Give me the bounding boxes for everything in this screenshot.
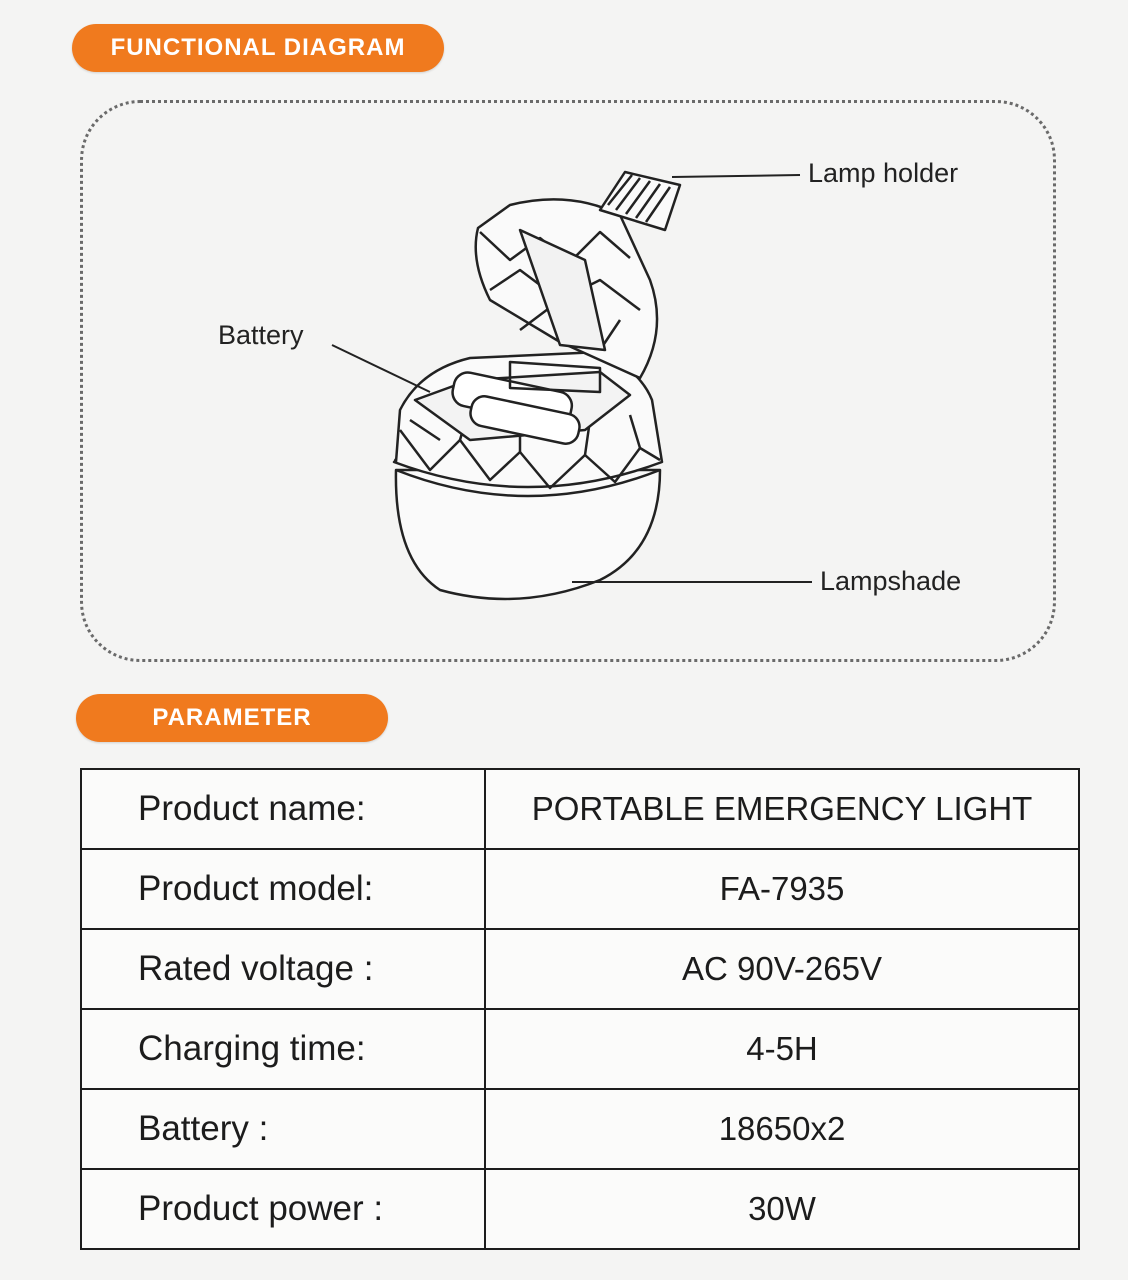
- param-value: 18650x2: [485, 1089, 1079, 1169]
- param-key: Product power :: [81, 1169, 485, 1249]
- param-value: AC 90V-265V: [485, 929, 1079, 1009]
- table-row: [81, 769, 1079, 849]
- table-row: [81, 1009, 1079, 1089]
- table-row: [81, 1169, 1079, 1249]
- leader-battery: [332, 345, 430, 392]
- param-key: Product name:: [81, 769, 485, 849]
- param-key: Charging time:: [81, 1009, 485, 1089]
- param-value: PORTABLE EMERGENCY LIGHT: [485, 769, 1079, 849]
- param-value: FA-7935: [485, 849, 1079, 929]
- lamp-holder-label: Lamp holder: [808, 158, 959, 188]
- parameter-table: [80, 768, 1080, 1250]
- functional-diagram-heading: FUNCTIONAL DIAGRAM: [72, 24, 444, 72]
- param-key: Product model:: [81, 849, 485, 929]
- param-key: Battery :: [81, 1089, 485, 1169]
- parameter-heading: PARAMETER: [76, 694, 388, 742]
- table-row: [81, 1089, 1079, 1169]
- table-row: [81, 849, 1079, 929]
- param-value: 30W: [485, 1169, 1079, 1249]
- leader-lamp-holder: [672, 175, 800, 177]
- battery-label: Battery: [218, 320, 304, 350]
- param-key: Rated voltage :: [81, 929, 485, 1009]
- table-row: [81, 929, 1079, 1009]
- lampshade-shape: [396, 470, 660, 599]
- param-value: 4-5H: [485, 1009, 1079, 1089]
- lampshade-label: Lampshade: [820, 566, 962, 596]
